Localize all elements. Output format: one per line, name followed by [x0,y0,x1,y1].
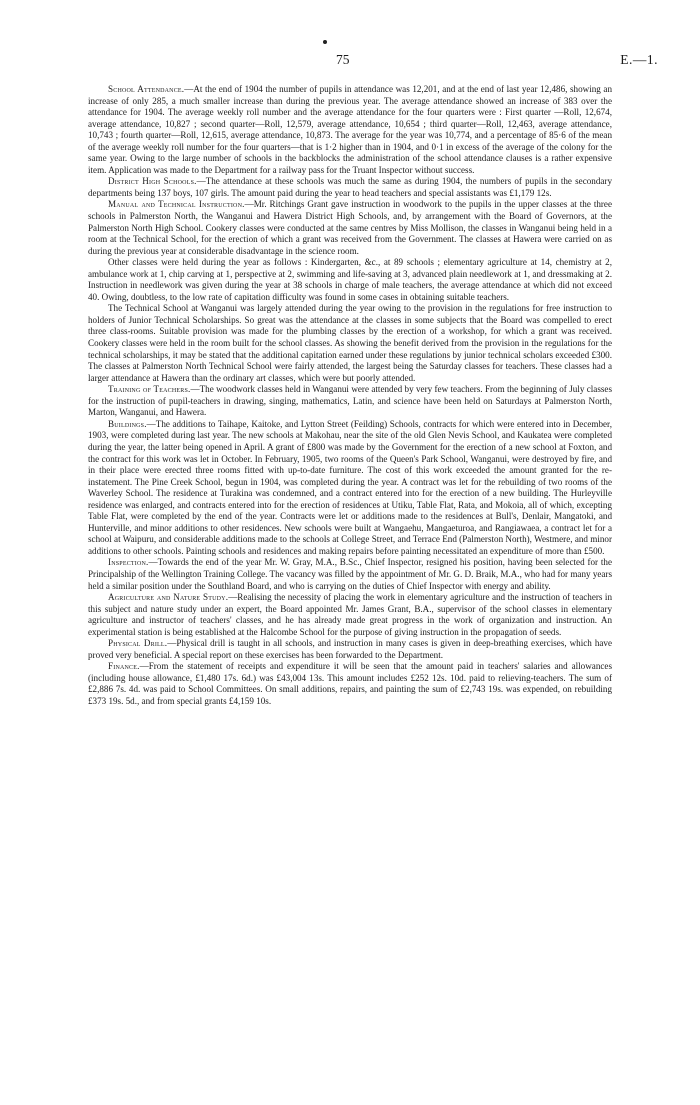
paragraph-heading: Finance. [108,661,140,672]
paragraph-district-high-schools [88,176,612,199]
paragraph-text: The Technical School at Wanganui was largely attended during the year owing to the provision in the regulations for free instruction to holders of Junior Technical Scholarships. So great was the attendance at the classes in some subjects that the Board was compelled to erect three class-rooms. Suitable provision was made for the plumbing classes by the erection of a workshop, for which a grant was received. Cookery classes were held in the room built for the school classes. As showing the benefit derived from the provision in the regulations for the technical scholarships, it may be stated that the additional capitation earned under these regulations by junior technical scholars exceeded £300. The classes at Palmerston North Technical School were fairly attended, the largest being the Saturday classes for teachers. These classes had a larger attendance at Hawera than the ordinary art classes, which were but poorly attended. [88,303,612,383]
paragraph-text: —The attendance at these schools was much the same as during 1904, the numbers of pupils in the secondary departments being 137 boys, 107 girls. The amount paid during the year to head teachers and special assistants was £1,179 12s. [88,176,613,198]
report-body [88,84,612,708]
paragraph-finance [88,661,612,707]
paragraph-heading: District High Schools. [108,176,197,187]
paragraph-other-classes [88,257,612,303]
report-reference: E.—1. [620,52,658,67]
paragraph-heading: Inspection. [108,557,149,568]
paragraph-text: Other classes were held during the year as follows : Kindergarten, &c., at 89 schools ; elementary agriculture at 14, chemistry at 2, ambulance work at 1, chip carving at 1, perspective at 2, swimming and life-saving at 3, advanced plain needlework at 1, and dressmaking at 2. Instruction in needlework was given during the year at 38 schools in charge of male teachers, the average attendance at which did not exceed 40. Owing, doubtless, to the low rate of capitation difficulty was found in some cases in obtaining suitable teachers. [88,257,612,302]
paragraph-technical-school [88,303,612,384]
paragraph-text: —Realising the necessity of placing the work in elementary agriculture and the instruction of teachers in this subject and nature study under an expert, the Board appointed Mr. James Grant, B.A., supervisor of the school classes in elementary agriculture and instructor of teachers' classes, and he has already made great progress in the work of organization and instruction. An experimental station is being established at the Halcombe School for the purpose of giving instruction in the propagation of seeds. [88,592,612,637]
paragraph-agriculture-nature-study [88,592,612,638]
paragraph-buildings [88,419,612,558]
paragraph-text: —Physical drill is taught in all schools, and instruction in many cases is given in deep-breathing exercises, which have proved very beneficial. A special report on these exercises has been forwarded to the Department. [88,638,612,660]
paragraph-heading: Manual and Technical Instruction. [108,199,245,210]
paragraph-heading: Physical Drill. [108,638,168,649]
printer-dot [323,40,327,44]
paragraph-text: —Towards the end of the year Mr. W. Gray, M.A., B.Sc., Chief Inspector, resigned his position, having been selected for the Principalship of the Wellington Training College. The vacancy was filled by the appointment of Mr. G. D. Braik, M.A., who had for many years held a similar position under the Southland Board, and who is carrying on the duties of Chief Inspector with energy and ability. [88,557,613,591]
paragraph-text: —From the statement of receipts and expenditure it will be seen that the amount paid in teachers' salaries and allowances (including house allowance, £1,480 17s. 6d.) was £43,004 13s. This amount includes £252 12s. 10d. paid to relieving-teachers. The sum of £2,886 7s. 4d. was paid to School Committees. On small additions, repairs, and painting the sum of £2,743 19s. was expended, on rebuilding £373 19s. 5d., and from special grants £4,159 10s. [88,661,612,706]
paragraph-manual-technical [88,199,612,257]
paragraph-heading: School Attendance. [108,84,185,94]
paragraph-text: —The additions to Taihape, Kaitoke, and Lytton Street (Feilding) Schools, contracts for which were entered into in December, 1903, were completed during last year. The new schools at Makohau, near the site of the old Glen Nevis School, and Kaukatea were completed during the year, the latter being opened in April. A grant of £800 was made by the Government for the erection of a new school at Foxton, and the contract for this work was let in October. In February, 1905, two rooms of the Queen's Park School, Wanganui, were destroyed by fire, and in their place were erected three rooms fitted with up-to-date furniture. The cost of this work exceeded the amount granted for the re-instatement. The Pine Creek School, begun in 1904, was completed during the year. A contract was let for the rebuilding of two rooms of the Waverley School. The residence at Turakina was condemned, and a contract entered into for the erection of a new building. The Hurleyville residence was enlarged, and contracts entered into for the erection of residences at Utiku, Table Flat, Rata, and Mokoia, all of which, excepting Table Flat, were completed by the end of the year. Contracts were let or additions made to the residences at Bull's, Denlair, Mangatoki, and Hunterville, and minor additions to other residences. New schools were built at Wangaehu, Mangaeturoa, and Rangiawaea, a contract let for a school at Waipuru, and considerable additions made to the schools at College Street, and Terrace End (Palmerston North), Westmere, and minor additions to other schools. Painting schools and residences and making repairs before painting necessitated an expenditure of more than £500. [88,418,612,556]
paragraph-text: —Mr. Ritchings Grant gave instruction in woodwork to the pupils in the upper classes at the three schools in Palmerston North, the Wanganui and Hawera District High Schools, and, by arrangement with the Board of Governors, at the Palmerston North High School. Cookery classes were conducted at the same centres by Miss Mollison, the classes in Wanganui being held in a room at the Technical School, for the erection of which a grant was received from the Government. The classes at Hawera were carried on as during the previous year at considerable disadvantage in the science room. [88,199,613,256]
paragraph-heading: Buildings. [108,418,147,429]
paragraph-text: —At the end of 1904 the number of pupils in attendance was 12,201, and at the end of last year 12,486, showing an increase of only 285, a much smaller increase than during the previous year. The average attendance showed an increase of 383 over the attendance for 1904. The average weekly roll number and the average attendance for the four quarters were : First quarter —Roll, 12,674, average attendance, 10,827 ; second quarter—Roll, 12,579, average attendance, 10,654 ; third quarter—Roll, 12,463, average attendance, 10,743 ; fourth quarter—Roll, 12,615, average attendance, 10,873. The average for the year was 10,774, and a percentage of 85·6 of the mean of the average weekly roll number for the four quarters—that is 1·2 higher than in 1904, and 0·1 in excess of the average of the colony for the same year. Owing to the large number of schools in the backblocks the administration of the school attendance clauses is a rather expensive item. Application was made to the Department for a railway pass for the Truant Inspector without success. [88,84,612,175]
paragraph-physical-drill [88,638,612,661]
paragraph-school-attendance [88,84,612,176]
paragraph-heading: Training of Teachers. [108,384,191,395]
paragraph-training-of-teachers [88,384,612,419]
page-number: 75 [336,52,350,67]
paragraph-heading: Agriculture and Nature Study. [108,592,229,603]
paragraph-text: —The woodwork classes held in Wanganui were attended by very few teachers. From the beginning of July classes for the instruction of pupil-teachers in drawing, singing, mathematics, Latin, and science have been held on Saturdays at Palmerston North, Marton, Wanganui, and Hawera. [88,384,612,418]
paragraph-inspection [88,557,612,592]
